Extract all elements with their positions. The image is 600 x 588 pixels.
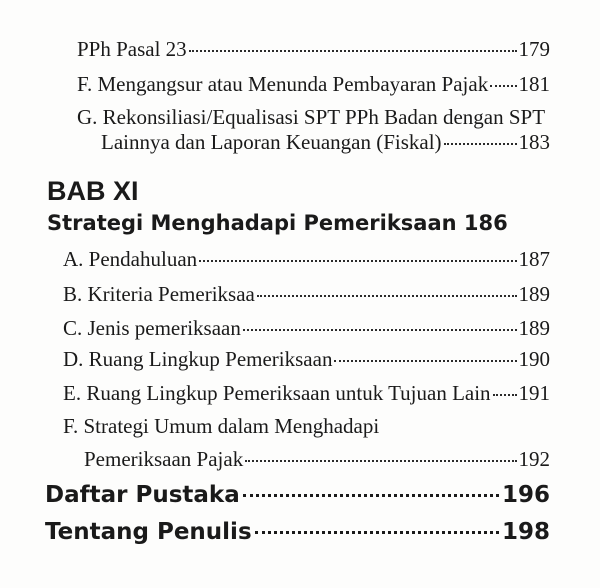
toc-entry-label: PPh Pasal 23 (77, 37, 187, 61)
dot-leader (189, 50, 517, 52)
toc-entry-page: 189 (518, 282, 550, 306)
toc-entry-kriteria (63, 281, 550, 307)
toc-entry-strategi-umum (84, 446, 550, 472)
toc-entry-tentang-penulis (45, 519, 550, 545)
dot-leader (490, 85, 516, 87)
toc-entry-daftar-pustaka (45, 482, 550, 508)
dot-leader (257, 295, 517, 297)
toc-entry-page: 196 (501, 482, 550, 508)
toc-entry-page: 191 (518, 381, 550, 405)
toc-entry-label: B. Kriteria Pemeriksaa (63, 282, 255, 306)
toc-entry-ruang-lingkup (63, 346, 550, 372)
dot-leader (444, 143, 517, 145)
toc-entry-pendahuluan (63, 246, 550, 272)
toc-entry-rekonsiliasi (101, 129, 550, 155)
dot-leader (243, 329, 517, 331)
toc-entry-page: 181 (518, 72, 550, 96)
toc-entry-label: F. Mengangsur atau Menunda Pembayaran Pajak (77, 72, 489, 96)
toc-entry-page: 187 (518, 247, 550, 271)
toc-entry-label: A. Pendahuluan (63, 247, 198, 271)
toc-entry-label: E. Ruang Lingkup Pemeriksaan untuk Tujuan Lain (63, 381, 491, 405)
toc-entry-strategi-umum-line1: F. Strategi Umum dalam Menghadapi (63, 414, 380, 438)
chapter-title: Strategi Menghadapi Pemeriksaan 186 (47, 211, 508, 235)
toc-entry-page: 189 (518, 316, 550, 340)
toc-entry-page: 190 (518, 347, 550, 371)
toc-entry-mengangsur (77, 71, 550, 97)
toc-entry-label: D. Ruang Lingkup Pemeriksaan (63, 347, 333, 371)
toc-entry-label: Tentang Penulis (45, 519, 252, 545)
toc-entry-page: 198 (501, 519, 550, 545)
dot-leader (493, 394, 517, 396)
toc-entry-rekonsiliasi-line1: G. Rekonsiliasi/Equalisasi SPT PPh Badan dengan SPT (77, 105, 546, 129)
toc-entry-label: Pemeriksaan Pajak (84, 447, 244, 471)
toc-entry-jenis (63, 315, 550, 341)
toc-entry-label: Lainnya dan Laporan Keuangan (Fiskal) (101, 130, 442, 154)
dot-leader (334, 360, 516, 362)
toc-entry-label: C. Jenis pemeriksaan (63, 316, 241, 340)
toc-entry-page: 179 (518, 37, 550, 61)
toc-entry-page: 183 (518, 130, 550, 154)
toc-entry-pph-pasal-23 (77, 36, 550, 62)
toc-entry-label: Daftar Pustaka (45, 482, 240, 508)
dot-leader (255, 531, 499, 534)
dot-leader (199, 260, 516, 262)
toc-entry-page: 192 (518, 447, 550, 471)
chapter-number: BAB XI (47, 176, 139, 206)
dot-leader (243, 494, 499, 497)
toc-entry-ruang-lingkup-tujuan-lain (63, 380, 550, 406)
dot-leader (245, 460, 516, 462)
